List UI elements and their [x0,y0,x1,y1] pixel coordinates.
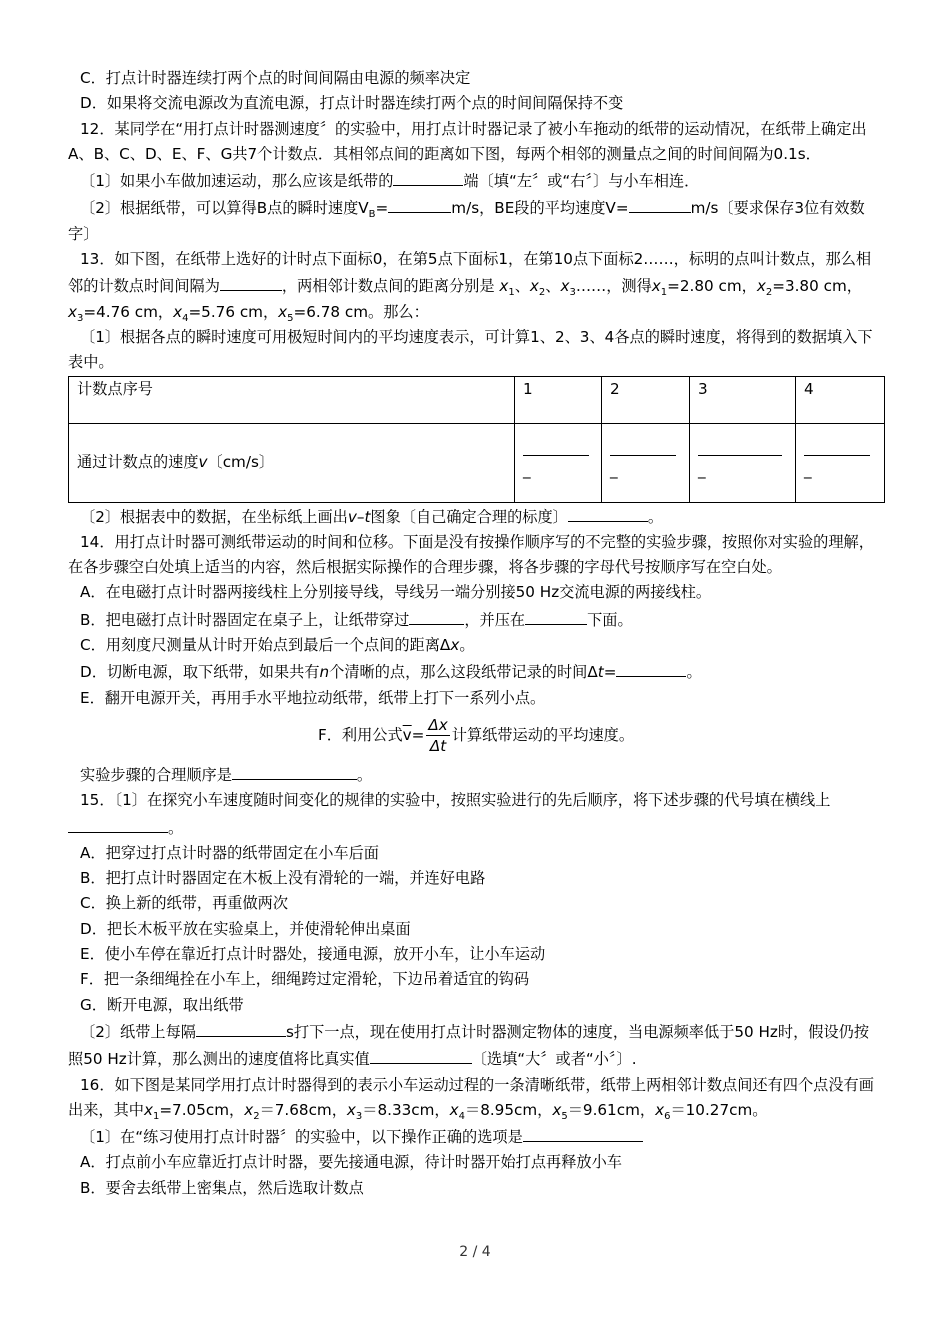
sub: 6 [664,1110,671,1122]
q14-step-f [68,715,884,759]
question-14-stem: 14．用打点计时器可测纸带运动的时间和位移。下面是没有按操作顺序写的不完整的实验步骤，按照你对实验的理解，在各步骤空白处填上适当的内容，然后根据实际操作的合理步骤，将各步骤的字母代号按顺序写在空白处。 [68,532,874,577]
fraction-denominator: Δt [429,736,447,755]
q15-step-f: F．把一条细绳拴在小车上，细绳跨过定滑轮，下边吊着适宜的钩码 [80,970,530,989]
fraction-numerator: Δx [428,715,448,734]
q14-order-end: 。 [356,765,373,784]
answer-blank[interactable] [370,1045,472,1064]
q14-b-text-b: ，并压在 [464,610,526,629]
var-x: x [346,1100,356,1119]
q15-step-c: C．换上新的纸带，再重做两次 [80,894,289,913]
q14-f-text-a: F．利用公式 [317,725,403,744]
answer-blank[interactable] [393,167,463,186]
answer-blank[interactable] [616,658,686,677]
q13-text-b: ，两相邻计数点间的距离分别是 [281,277,495,296]
question-12-part-2 [68,194,884,247]
q14-step-c [68,633,884,658]
var-x: x [529,277,539,296]
q16-1-text: 〔1〕在“练习使用打点计时器〞的实验中，以下操作正确的选项是 [80,1128,523,1147]
q15-step-a: A．把穿过打点计时器的纸带固定在小车后面 [80,843,379,862]
q16-option-a: A．打点前小车应靠近打点计时器，要先接通电源，待计时器开始打点再释放小车 [80,1153,622,1172]
q12-1-text-b: 端〔填“左〞或“右〞〕与小车相连． [463,172,700,191]
answer-blank[interactable] [525,606,587,625]
ellipsis: …… [575,277,607,296]
q15-stem-text: 15．〔1〕在探究小车速度随时间变化的规律的实验中，按照实验进行的先后顺序，将下述步骤的代号填在横线上 [80,791,831,810]
q14-f-eq: = [411,725,425,744]
q14-step-e: E．翻开电源开关，再用手水平地拉动纸带，纸带上打下一系列小点。 [80,688,546,707]
sub: 3 [569,287,576,299]
var-n: n [319,663,330,682]
q15-2-text-b: s打下一点，现在使用打点计时器测定物体的速度，当电源频率低于50 Hz时，假设仍按照50 Hz计算，那么测出的速度值将比真实值 [68,1022,870,1069]
q13-2-text-c: 。 [647,507,664,526]
q16-x2: ＝7.68cm， [259,1100,347,1119]
sep: 、 [545,277,561,296]
question-12-stem: 12．某同学在“用打点计时器测速度〞的实验中，用打点计时器记录了被小车拖动的纸带的运动情况，在纸带上确定出A、B、C、D、E、F、G共7个计数点．其相邻点间的距离如下图，每两个相邻的测量点之间的时间间隔为0.1s． [68,119,867,163]
q14-d-text-a: D．切断电源，取下纸带，如果共有 [80,663,320,682]
question-15-part-2 [68,1018,884,1073]
q14-step-a: A．在电磁打点计时器两接线柱上分别接导线，导线另一端分别接50 Hz交流电源的两接线柱。 [80,583,712,602]
dash: _ [523,460,531,479]
q13-text-h: =6.78 cm。那么： [293,302,429,321]
answer-blank[interactable] [220,272,282,291]
var-x: x [244,1100,254,1119]
q12-2-text-c: m/s，BE段的平均速度V= [451,199,629,218]
sub: 5 [287,312,294,324]
var-v: v [347,507,357,526]
q13-2-text-a: 〔2〕根据表中的数据，在坐标纸上画出 [80,507,348,526]
sub: 2 [765,287,773,299]
sub: 1 [660,287,668,299]
var-x: x [450,636,460,655]
q14-f-text-b: 计算纸带运动的平均速度。 [451,725,635,744]
question-15-stem [68,788,884,841]
q16-x6: ＝10.27cm。 [670,1100,768,1119]
q14-order-text: 实验步骤的合理顺序是 [80,765,232,784]
question-12-part-1 [68,167,884,194]
table-header-row [69,376,885,423]
page-number: 2 / 4 [459,1244,491,1260]
q13-text-c: ，测得 [606,277,652,296]
sub: 3 [77,312,84,324]
q15-stem-end: 。 [168,818,184,837]
q13-text-f: =4.76 cm， [83,302,174,321]
answer-blank[interactable] [196,1018,286,1037]
q15-step-d: D．把长木板平放在实验桌上，并使滑轮伸出桌面 [80,919,411,938]
dash: _ [698,460,706,479]
answer-blank[interactable] [568,503,648,522]
sub: 3 [355,1110,363,1122]
option-d: D．如果将交流电源改为直流电源，打点计时器连续打两个点的时间间隔保持不变 [80,94,624,113]
sub: 4 [458,1110,465,1122]
question-16-stem [68,1073,884,1124]
var-x: x [68,302,77,321]
q14-d-text-b: 个清晰的点，那么这段纸带记录的时间Δ [329,663,598,682]
q15-step-b: B．把打点计时器固定在木板上没有滑轮的一端，并连好电路 [80,869,486,888]
q16-option-b: B．要舍去纸带上密集点，然后选取计数点 [80,1178,364,1197]
var-t: t [364,507,371,526]
q14-d-eq: = [603,663,617,682]
q12-2-subscript: B [368,209,376,221]
q12-2-eq: = [375,199,389,218]
var-x: x [756,277,766,296]
answer-blank[interactable] [388,194,451,213]
q15-2-text-a: 〔2〕纸带上每隔 [80,1022,196,1041]
table-header-label: 计数点序号 [69,376,515,423]
sub: 1 [508,287,515,299]
q15-2-text-c: 〔选填“大〞或者“小〞〕. [471,1050,637,1069]
question-13-part-1: 〔1〕根据各点的瞬时速度可用极短时间内的平均速度表示，可计算1、2、3、4各点的瞬时速度，将得到的数据填入下表中。 [68,327,873,372]
table-cell-blank[interactable] [602,423,690,502]
table-cell-blank[interactable] [515,423,602,502]
q14-b-text-a: B．把电磁打点计时器固定在桌子上，让纸带穿过 [80,610,410,629]
fraction [426,715,449,756]
q15-step-g: G．断开电源，取出纸带 [80,995,244,1014]
answer-blank[interactable] [523,1123,643,1142]
q14-step-b [68,606,884,633]
var-x: x [560,277,570,296]
var-x: x [651,277,661,296]
table-cell-blank[interactable] [690,423,796,502]
var-x: x [499,277,509,296]
dash: _ [804,460,812,479]
answer-blank[interactable] [610,437,676,456]
q16-x5: ＝9.61cm， [567,1100,656,1119]
sub: 2 [538,287,546,299]
table-col-4: 4 [796,376,885,423]
q16-x1: =7.05cm， [159,1100,245,1119]
sub: 1 [152,1110,160,1122]
sub: 4 [182,312,189,324]
q13-text-a: 13．如下图，在纸带上选好的计时点下面标0，在第5点下面标1，在第10点下面标2……，标明的点叫计数点，那么相邻的计数点时间间隔为 [68,250,872,296]
answer-blank[interactable] [629,194,691,213]
row-label-unit: 〔cm/s〕 [207,452,275,471]
q14-step-d [68,658,884,685]
var-x: x [655,1100,665,1119]
table-col-3: 3 [690,376,796,423]
var-t: t [597,663,604,682]
var-v-bar: $\overline{v}$ [402,725,412,744]
q14-b-text-c: 下面。 [587,610,633,629]
answer-blank[interactable] [523,437,589,456]
table-cell-blank[interactable] [796,423,885,502]
sub: 2 [253,1110,260,1122]
var-x: x [278,302,288,321]
q14-order [68,761,884,788]
q12-2-text-a: 〔2〕根据纸带，可以算得B点的瞬时速度V [80,199,369,218]
q12-1-text-a: 〔1〕如果小车做加速运动，那么应该是纸带的 [80,172,394,191]
table-col-1: 1 [515,376,602,423]
var-x: x [552,1100,562,1119]
answer-blank[interactable] [409,606,464,625]
q13-text-d: =2.80 cm， [667,277,757,296]
table-row-label [69,423,515,502]
table-row [69,423,885,502]
answer-blank[interactable] [68,814,168,833]
var-x: x [449,1100,459,1119]
sep: 、 [514,277,530,296]
option-c: C．打点计时器连续打两个点的时间间隔由电源的频率决定 [80,69,471,87]
q14-c-text-b: 。 [459,636,475,655]
dash: _ [610,460,618,479]
q16-x3: ＝8.33cm， [362,1100,450,1119]
question-16-part-1 [68,1123,884,1150]
q16-text-a: 16．如下图是某同学用打点计时器得到的表示小车运动过程的一条清晰纸带，纸带上两相邻计数点间还有四个点没有画出来，其中 [68,1075,874,1119]
row-label-text: 通过计数点的速度 [77,452,199,471]
q13-text-g: =5.76 cm， [188,302,279,321]
question-13-stem [68,247,884,325]
question-13-part-2: 〔2〕根据表中的数据，在坐标纸上画出v–t图象〔自己确定合理的标度〕 。 [68,503,884,530]
var-x: x [173,302,183,321]
q14-d-end: 。 [686,663,702,682]
q13-2-text-b: 图象〔自己确定合理的标度〕 [370,507,568,526]
q16-x4: ＝8.95cm， [465,1100,553,1119]
document-page [68,66,884,1201]
table-col-2: 2 [602,376,690,423]
sub: 5 [561,1110,568,1122]
q13-text-e: =3.80 cm， [772,277,862,296]
answer-blank[interactable] [804,437,870,456]
q14-c-text-a: C．用刻度尺测量从计时开始点到最后一个点间的距离Δ [80,636,451,655]
q15-step-e: E．使小车停在靠近打点计时器处，接通电源，放开小车，让小车运动 [80,945,546,964]
q12-2-text-d: m/s〔要求保存3位有效数字〕 [68,199,865,243]
answer-blank[interactable] [232,761,357,780]
answer-blank[interactable] [698,437,782,456]
var-x: x [143,1100,153,1119]
velocity-table [68,376,885,503]
var-v: v [198,452,208,471]
